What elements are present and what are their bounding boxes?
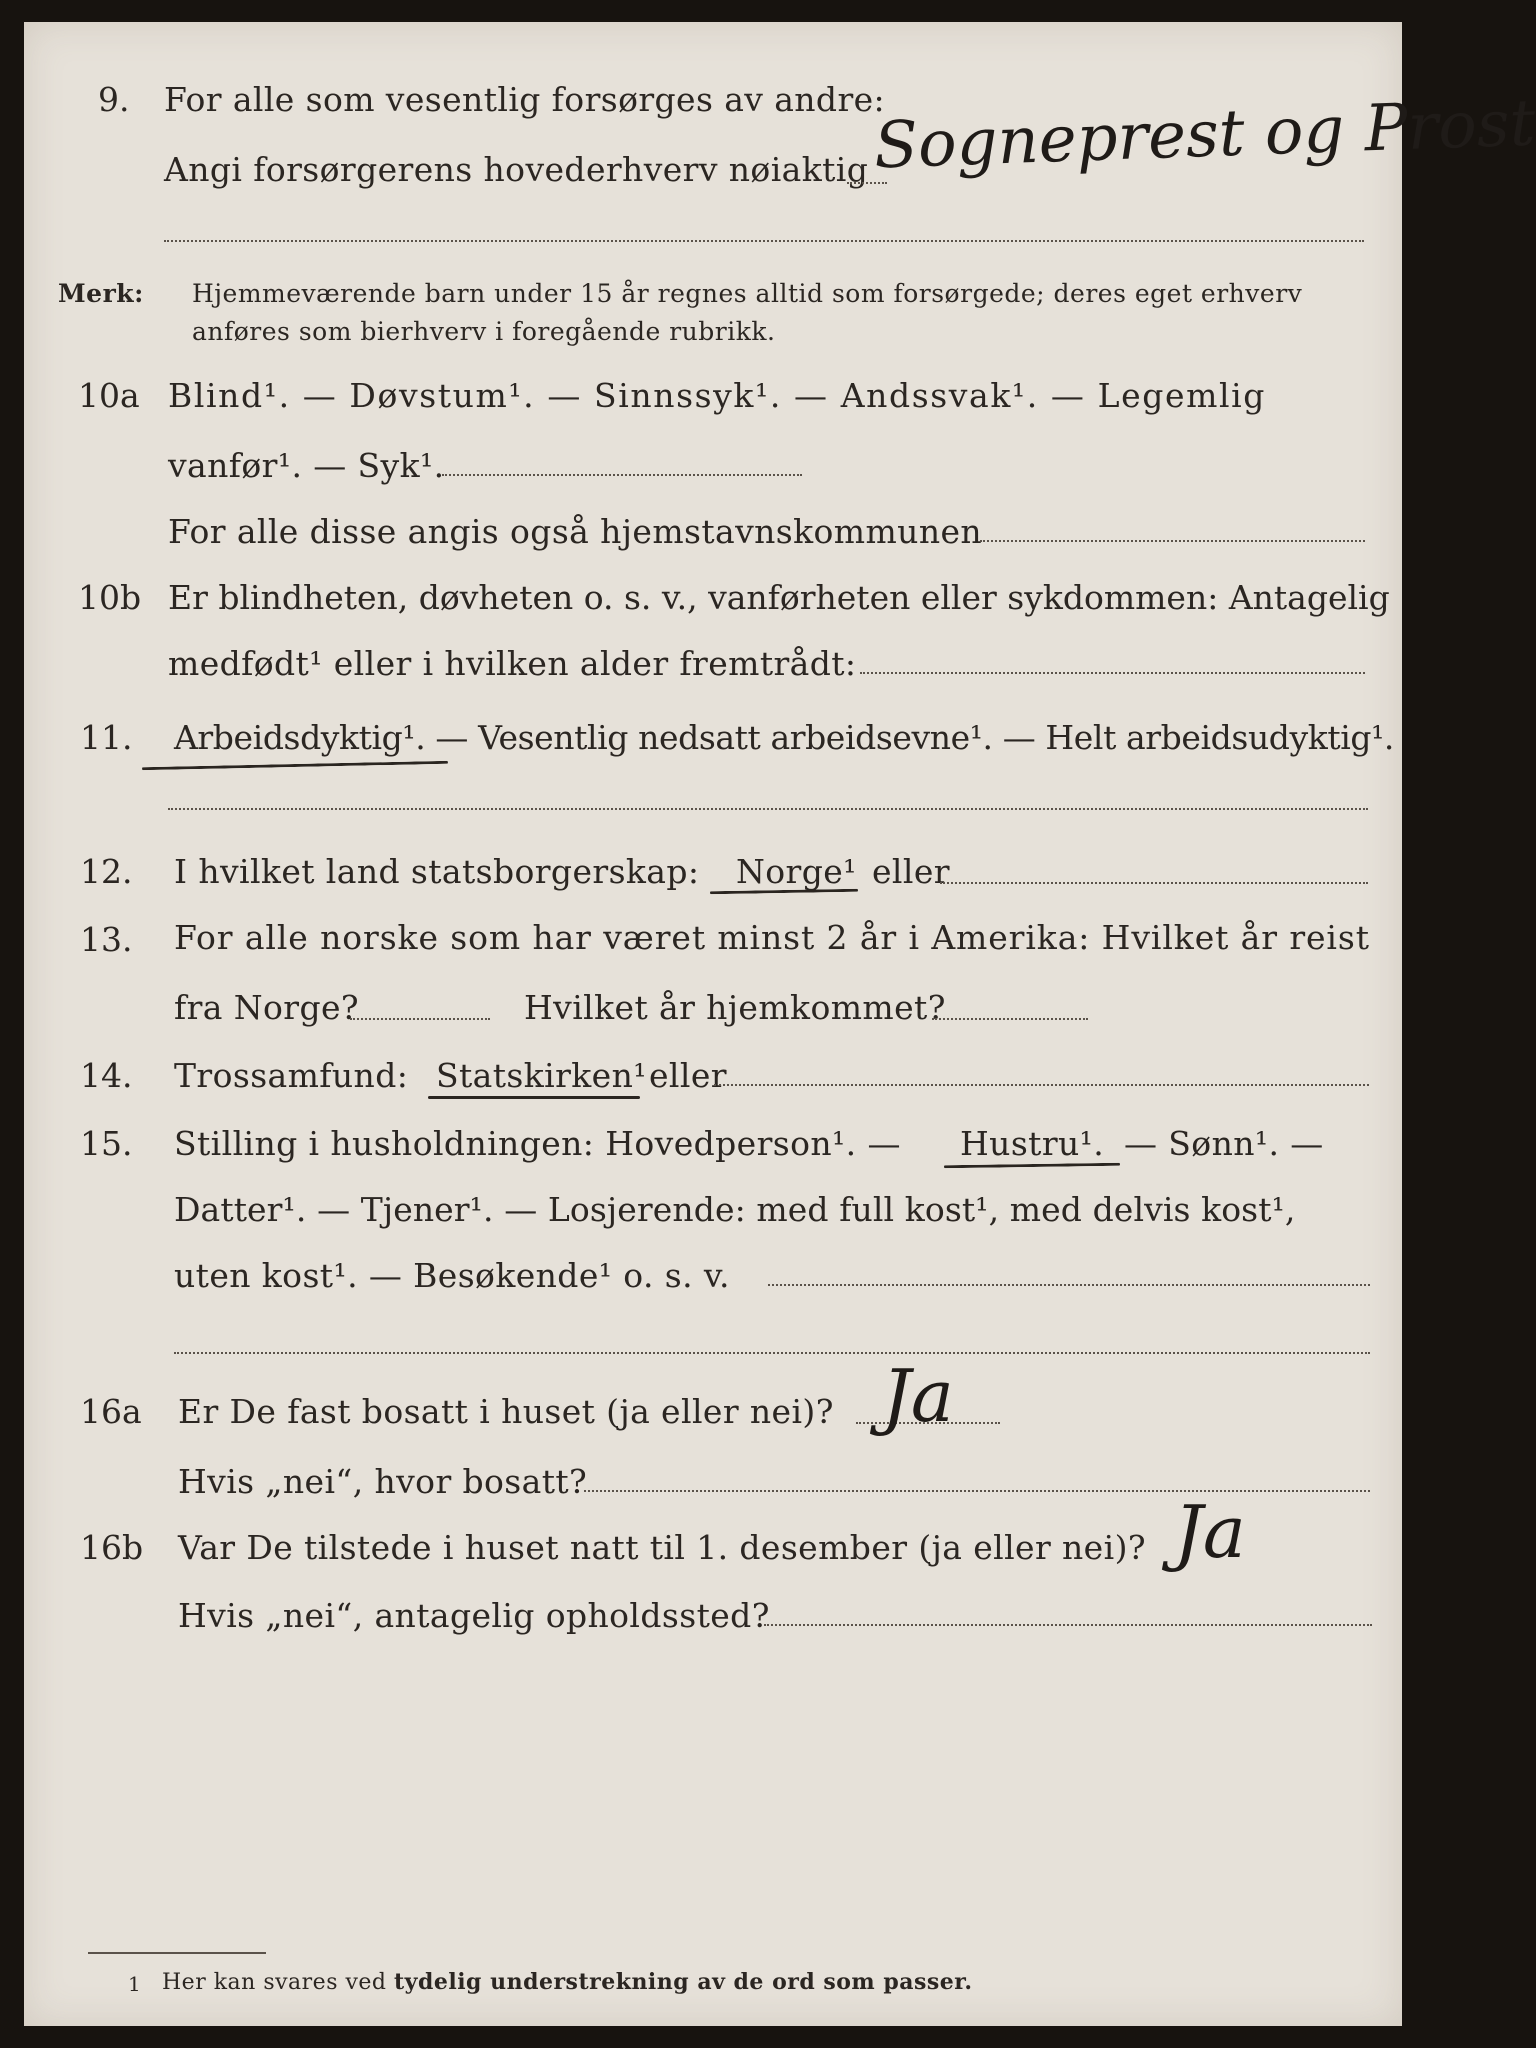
q15-line1a: Stilling i husholdningen: Hovedperson¹. — bbox=[174, 1124, 901, 1163]
q10b-line2: medfødt¹ eller i hvilken alder fremtrådt: bbox=[168, 644, 857, 683]
merk-text-line1: Hjemmeværende barn under 15 år regnes alltid som forsørgede; deres eget erhverv bbox=[192, 279, 1303, 308]
q12-answer-line bbox=[940, 882, 1368, 884]
q16a-question: Er De fast bosatt i huset (ja eller nei)? bbox=[178, 1392, 834, 1431]
q16b-opholdssted-answer-line bbox=[764, 1624, 1372, 1626]
q14-option-statskirken: Statskirken¹ bbox=[436, 1056, 647, 1095]
q9-number: 9. bbox=[98, 80, 130, 119]
q12-option-norge: Norge¹ bbox=[736, 852, 857, 891]
q9-handwritten-answer: Sogneprest og Prost bbox=[872, 86, 1536, 184]
q11-line1: Arbeidsdyktig¹. — Vesentlig nedsatt arbeidsevne¹. — Helt arbeidsudyktig¹. bbox=[174, 718, 1395, 757]
q10a-line2: vanfør¹. — Syk¹. bbox=[168, 446, 445, 485]
q13-reist-label: fra Norge? bbox=[174, 988, 360, 1027]
q14-suffix: eller bbox=[649, 1056, 727, 1095]
q11-underline-arbeidsdyktig bbox=[142, 761, 448, 770]
q15-line1c: — Sønn¹. — bbox=[1124, 1124, 1324, 1163]
q16a-handwritten-answer: Ja bbox=[882, 1354, 954, 1438]
q14-number: 14. bbox=[80, 1056, 133, 1095]
q14-underline-statskirken bbox=[428, 1096, 640, 1099]
merk-text-line2: anføres som bierhverv i foregående rubrikk. bbox=[192, 317, 776, 346]
q9-instruction: Angi forsørgerens hovederhverv nøiaktig bbox=[164, 150, 869, 189]
q16a-number: 16a bbox=[80, 1392, 142, 1431]
q16b-handwritten-answer: Ja bbox=[1174, 1490, 1246, 1574]
q13-number: 13. bbox=[80, 920, 133, 959]
q15-line3: uten kost¹. — Besøkende¹ o. s. v. bbox=[174, 1256, 730, 1295]
q15-extra-line bbox=[174, 1352, 1370, 1354]
q15-option-hustru: Hustru¹. bbox=[960, 1124, 1105, 1163]
q9-extra-line bbox=[164, 240, 1364, 242]
footnote-text-bold: tydelig understrekning av de ord som passer. bbox=[394, 1969, 973, 1995]
footnote-text-plain: Her kan svares ved bbox=[162, 1970, 387, 1995]
footnote-text bbox=[162, 1966, 973, 1999]
q13-line1: For alle norske som har været minst 2 år i Amerika: Hvilket år reist bbox=[174, 918, 1370, 957]
q10b-number: 10b bbox=[78, 578, 142, 617]
q10a-syk-answer-line bbox=[442, 474, 802, 476]
q12-number: 12. bbox=[80, 852, 133, 891]
census-form-page bbox=[24, 22, 1536, 2026]
q15-line2: Datter¹. — Tjener¹. — Losjerende: med full kost¹, med delvis kost¹, bbox=[174, 1190, 1296, 1229]
q16b-line2: Hvis „nei“, antagelig opholdssted? bbox=[178, 1596, 770, 1635]
q16b-question: Var De tilstede i huset natt til 1. desember (ja eller nei)? bbox=[178, 1528, 1146, 1567]
footnote-rule bbox=[88, 1952, 266, 1954]
q16a-bosatt-answer-line bbox=[584, 1490, 1370, 1492]
q12-suffix: eller bbox=[872, 852, 950, 891]
q11-extra-line bbox=[168, 808, 1368, 810]
q13-reist-answer-line bbox=[350, 1018, 490, 1020]
q15-answer-line bbox=[768, 1284, 1370, 1286]
q10b-line1: Er blindheten, døvheten o. s. v., vanførheten eller sykdommen: Antagelig bbox=[168, 578, 1390, 617]
q12-prefix: I hvilket land statsborgerskap: bbox=[174, 852, 700, 891]
q10b-answer-line bbox=[860, 672, 1365, 674]
q16a-line2: Hvis „nei“, hvor bosatt? bbox=[178, 1462, 588, 1501]
footnote-marker: 1 bbox=[128, 1972, 142, 1996]
merk-label: Merk: bbox=[58, 279, 144, 308]
q10a-line1: Blind¹. — Døvstum¹. — Sinnssyk¹. — Andssvak¹. — Legemlig bbox=[168, 376, 1267, 415]
q15-number: 15. bbox=[80, 1124, 133, 1163]
q14-answer-line bbox=[714, 1084, 1369, 1086]
q13-hjemkommet-label: Hvilket år hjemkommet? bbox=[524, 988, 946, 1027]
q16b-number: 16b bbox=[80, 1528, 144, 1567]
q10a-kommune-answer-line bbox=[980, 540, 1365, 542]
q10a-number: 10a bbox=[78, 376, 140, 415]
q14-prefix: Trossamfund: bbox=[174, 1056, 409, 1095]
q11-number: 11. bbox=[80, 718, 133, 757]
q13-hjemkommet-answer-line bbox=[932, 1018, 1088, 1020]
q10a-line3: For alle disse angis også hjemstavnskommunen bbox=[168, 512, 983, 551]
q12-underline-norge bbox=[710, 889, 858, 895]
q9-question: For alle som vesentlig forsørges av andre: bbox=[164, 80, 886, 119]
